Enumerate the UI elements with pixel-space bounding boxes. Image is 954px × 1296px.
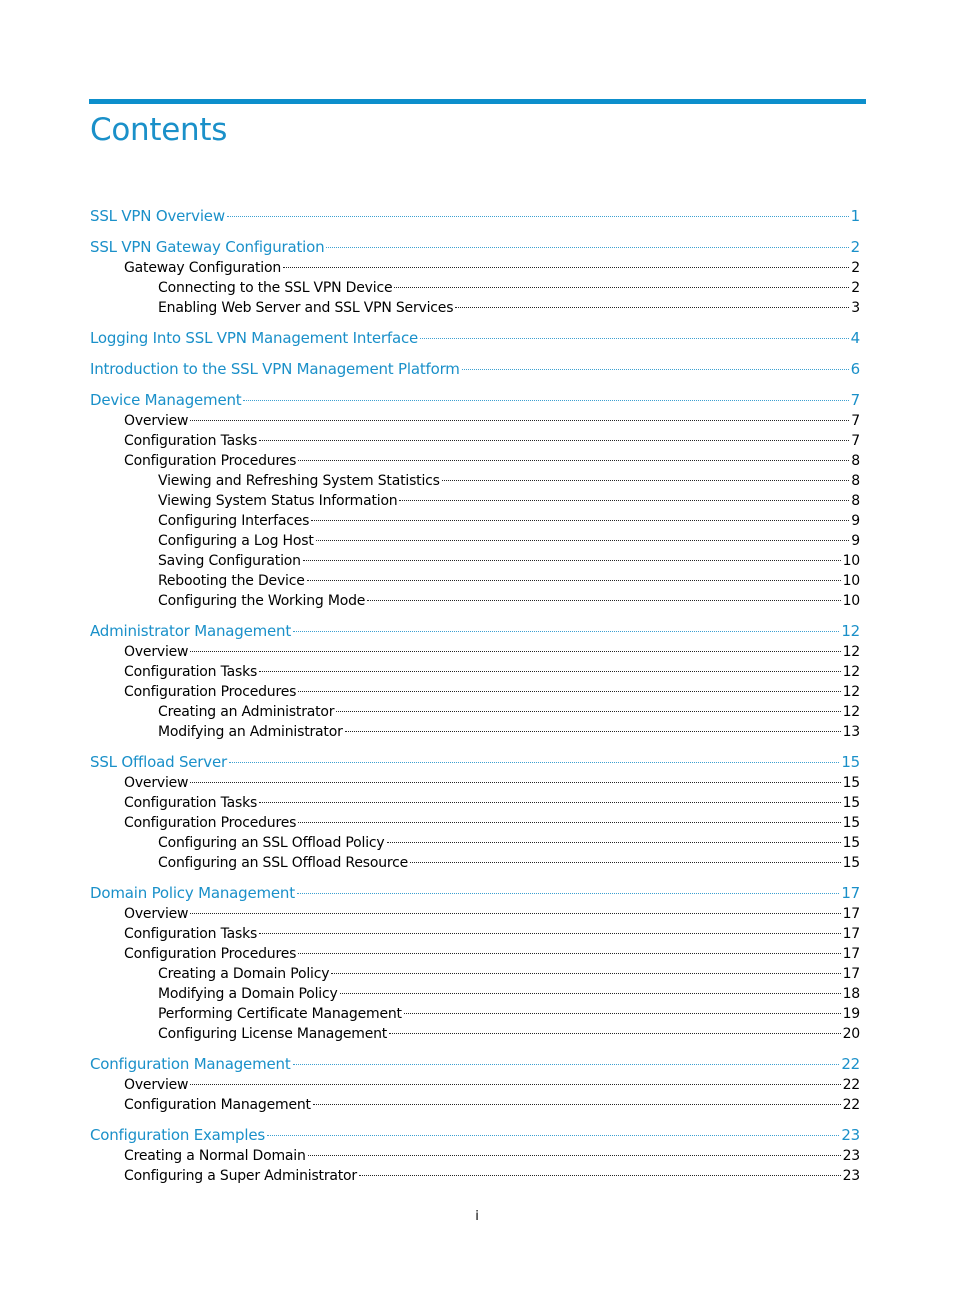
toc-entry-title[interactable]: Configuration Procedures — [124, 453, 297, 469]
toc-entry-title[interactable]: Configuring a Super Administrator — [124, 1168, 357, 1184]
toc-entry-page-number[interactable]: 22 — [842, 1077, 860, 1093]
dot-leader — [345, 731, 841, 732]
toc-entry-level-1[interactable] — [90, 752, 860, 773]
page-title: Contents — [90, 112, 228, 148]
dot-leader — [308, 1155, 841, 1156]
dot-leader — [259, 802, 840, 803]
dot-leader — [316, 540, 850, 541]
toc-entry-level-2[interactable] — [90, 682, 860, 702]
toc-entry-page-number[interactable]: 9 — [851, 533, 860, 549]
toc-entry-title[interactable]: Configuring Interfaces — [158, 513, 310, 529]
dot-leader — [462, 369, 849, 370]
toc-entry-level-2[interactable] — [90, 773, 860, 793]
toc-entry-page-number[interactable]: 17 — [842, 946, 860, 962]
toc-entry-level-2[interactable] — [90, 431, 860, 451]
toc-entry-page-number[interactable]: 17 — [841, 884, 860, 902]
toc-entry-title[interactable]: Modifying an Administrator — [158, 724, 343, 740]
dot-leader — [331, 973, 840, 974]
toc-entry-level-3[interactable] — [90, 511, 860, 531]
toc-entry-level-2[interactable] — [90, 924, 860, 944]
toc-entry-level-2[interactable] — [90, 1075, 860, 1095]
toc-entry-page-number[interactable]: 22 — [841, 1055, 860, 1073]
dot-leader — [326, 247, 848, 248]
toc-entry-page-number[interactable]: 6 — [850, 360, 860, 378]
toc-entry-level-2[interactable] — [90, 451, 860, 471]
toc-entry-page-number[interactable]: 15 — [842, 835, 860, 851]
dot-leader — [311, 520, 849, 521]
toc-entry-page-number[interactable]: 18 — [842, 986, 860, 1002]
toc-entry-page-number[interactable]: 7 — [851, 413, 860, 429]
toc-entry-level-1[interactable] — [90, 237, 860, 258]
toc-entry-page-number[interactable]: 17 — [842, 926, 860, 942]
dot-leader — [307, 580, 841, 581]
toc-entry-page-number[interactable]: 12 — [841, 622, 860, 640]
toc-entry-page-number[interactable]: 17 — [842, 906, 860, 922]
dot-leader — [243, 400, 848, 401]
toc-entry-level-1[interactable] — [90, 1054, 860, 1075]
toc-entry-title[interactable]: Viewing System Status Information — [158, 493, 398, 509]
toc-entry-page-number[interactable]: 23 — [841, 1126, 860, 1144]
dot-leader — [404, 1013, 841, 1014]
dot-leader — [190, 420, 849, 421]
toc-entry-title[interactable]: Overview — [124, 906, 189, 922]
dot-leader — [297, 893, 839, 894]
toc-entry-level-3[interactable] — [90, 298, 860, 318]
toc-entry-page-number[interactable]: 1 — [850, 207, 860, 225]
dot-leader — [455, 307, 849, 308]
toc-entry-page-number[interactable]: 10 — [842, 573, 860, 589]
toc-entry-page-number[interactable]: 15 — [842, 855, 860, 871]
toc-entry-level-3[interactable] — [90, 702, 860, 722]
toc-entry-page-number[interactable]: 23 — [842, 1148, 860, 1164]
toc-entry-title[interactable]: Overview — [124, 1077, 189, 1093]
dot-leader — [399, 500, 849, 501]
toc-entry-title[interactable]: Configuring an SSL Offload Resource — [158, 855, 409, 871]
dot-leader — [190, 1084, 840, 1085]
toc-entry-level-3[interactable] — [90, 833, 860, 853]
toc-entry-title[interactable]: Configuration Procedures — [124, 684, 297, 700]
dot-leader — [293, 1064, 840, 1065]
toc-entry-title[interactable]: Configuration Examples — [90, 1126, 265, 1144]
toc-entry-page-number[interactable]: 19 — [842, 1006, 860, 1022]
toc-entry-title[interactable]: Configuration Tasks — [124, 926, 258, 942]
toc-entry-title[interactable]: Configuring the Working Mode — [158, 593, 366, 609]
dot-leader — [227, 216, 849, 217]
toc-entry-level-2[interactable] — [90, 1166, 860, 1186]
toc-entry-title[interactable]: Configuration Management — [90, 1055, 291, 1073]
dot-leader — [298, 953, 840, 954]
dot-leader — [190, 651, 840, 652]
toc-entry-title[interactable]: Gateway Configuration — [124, 260, 282, 276]
toc-entry-level-1[interactable] — [90, 1125, 860, 1146]
toc-entry-title[interactable]: Configuring License Management — [158, 1026, 388, 1042]
toc-entry-title[interactable]: Saving Configuration — [158, 553, 301, 569]
toc-entry-level-2[interactable] — [90, 1146, 860, 1166]
dot-leader — [259, 933, 840, 934]
title-rule — [89, 99, 866, 104]
toc-entry-level-3[interactable] — [90, 853, 860, 873]
toc-entry-page-number[interactable]: 3 — [851, 300, 860, 316]
toc-entry-level-1[interactable] — [90, 390, 860, 411]
toc-entry-level-2[interactable] — [90, 813, 860, 833]
dot-leader — [229, 762, 839, 763]
dot-leader — [359, 1175, 841, 1176]
toc-entry-level-3[interactable] — [90, 591, 860, 611]
toc-entry-page-number[interactable]: 23 — [842, 1168, 860, 1184]
dot-leader — [389, 1033, 840, 1034]
dot-leader — [420, 338, 849, 339]
dot-leader — [387, 842, 841, 843]
dot-leader — [259, 440, 849, 441]
dot-leader — [303, 560, 841, 561]
toc-entry-page-number[interactable]: 15 — [842, 815, 860, 831]
toc-entry-title[interactable]: SSL Offload Server — [90, 753, 227, 771]
toc-entry-title[interactable]: SSL VPN Overview — [90, 207, 225, 225]
toc-entry-level-1[interactable] — [90, 621, 860, 642]
dot-leader — [394, 287, 849, 288]
toc-entry-title[interactable]: Configuration Tasks — [124, 664, 258, 680]
toc-entry-level-3[interactable] — [90, 278, 860, 298]
dot-leader — [313, 1104, 841, 1105]
dot-leader — [298, 822, 840, 823]
toc-entry-title[interactable]: Modifying a Domain Policy — [158, 986, 338, 1002]
toc-entry-title[interactable]: Configuration Management — [124, 1097, 311, 1113]
toc-entry-page-number[interactable]: 12 — [842, 644, 860, 660]
page-number-footer: i — [475, 1209, 479, 1224]
toc-entry-page-number[interactable]: 10 — [842, 593, 860, 609]
toc-entry-level-2[interactable] — [90, 944, 860, 964]
toc-entry-title[interactable]: Configuration Tasks — [124, 433, 258, 449]
toc-entry-page-number[interactable]: 8 — [851, 453, 860, 469]
dot-leader — [267, 1135, 839, 1136]
toc-entry-level-1[interactable] — [90, 359, 860, 380]
toc-entry-page-number[interactable]: 8 — [851, 493, 860, 509]
toc-entry-title[interactable]: Performing Certificate Management — [158, 1006, 402, 1022]
toc-entry-level-2[interactable] — [90, 1095, 860, 1115]
toc-entry-title[interactable]: Logging Into SSL VPN Management Interface — [90, 329, 419, 347]
toc-entry-level-2[interactable] — [90, 793, 860, 813]
toc-entry-title[interactable]: Creating a Domain Policy — [158, 966, 330, 982]
toc-entry-title[interactable]: Configuring an SSL Offload Policy — [158, 835, 385, 851]
toc-entry-level-2[interactable] — [90, 642, 860, 662]
toc-entry-page-number[interactable]: 12 — [842, 664, 860, 680]
dot-leader — [283, 267, 849, 268]
toc-entry-level-1[interactable] — [90, 883, 860, 904]
toc-entry-title[interactable]: Creating an Administrator — [158, 704, 335, 720]
toc-entry-page-number[interactable]: 9 — [851, 513, 860, 529]
toc-entry-page-number[interactable]: 15 — [841, 753, 860, 771]
toc-entry-title[interactable]: Device Management — [90, 391, 242, 409]
dot-leader — [298, 691, 840, 692]
toc-entry-title[interactable]: Overview — [124, 775, 189, 791]
toc-entry-level-3[interactable] — [90, 471, 860, 491]
toc-entry-title[interactable]: Configuring a Log Host — [158, 533, 314, 549]
toc-entry-level-3[interactable] — [90, 1024, 860, 1044]
toc-entry-level-3[interactable] — [90, 551, 860, 571]
dot-leader — [298, 460, 849, 461]
toc-entry-level-2[interactable] — [90, 662, 860, 682]
toc-entry-title[interactable]: Creating a Normal Domain — [124, 1148, 306, 1164]
toc-entry-page-number[interactable]: 8 — [851, 473, 860, 489]
toc-entry-page-number[interactable]: 12 — [842, 684, 860, 700]
toc-entry-level-3[interactable] — [90, 964, 860, 984]
dot-leader — [336, 711, 840, 712]
toc-entry-page-number[interactable]: 12 — [842, 704, 860, 720]
toc-entry-title[interactable]: Overview — [124, 644, 189, 660]
toc-entry-level-3[interactable] — [90, 531, 860, 551]
toc-entry-title[interactable]: Rebooting the Device — [158, 573, 305, 589]
toc-entry-level-3[interactable] — [90, 571, 860, 591]
toc-entry-level-2[interactable] — [90, 411, 860, 431]
toc-entry-page-number[interactable]: 15 — [842, 775, 860, 791]
toc-entry-title[interactable]: Enabling Web Server and SSL VPN Services — [158, 300, 454, 316]
dot-leader — [190, 782, 840, 783]
toc-entry-level-1[interactable] — [90, 206, 860, 227]
toc-entry-title[interactable]: Configuration Procedures — [124, 815, 297, 831]
toc-entry-page-number[interactable]: 7 — [851, 433, 860, 449]
toc-entry-page-number[interactable]: 2 — [850, 238, 860, 256]
toc-entry-title[interactable]: Configuration Procedures — [124, 946, 297, 962]
toc-entry-page-number[interactable]: 4 — [850, 329, 860, 347]
toc-entry-page-number[interactable]: 7 — [850, 391, 860, 409]
toc-entry-level-2[interactable] — [90, 258, 860, 278]
toc-entry-page-number[interactable]: 2 — [851, 280, 860, 296]
dot-leader — [367, 600, 840, 601]
toc-entry-page-number[interactable]: 2 — [851, 260, 860, 276]
dot-leader — [190, 913, 840, 914]
toc-entry-title[interactable]: Viewing and Refreshing System Statistics — [158, 473, 440, 489]
dot-leader — [410, 862, 841, 863]
toc-entry-title[interactable]: Connecting to the SSL VPN Device — [158, 280, 393, 296]
toc-entry-page-number[interactable]: 22 — [842, 1097, 860, 1113]
dot-leader — [259, 671, 840, 672]
dot-leader — [340, 993, 841, 994]
toc-entry-page-number[interactable]: 10 — [842, 553, 860, 569]
toc-entry-page-number[interactable]: 17 — [842, 966, 860, 982]
toc-entry-title[interactable]: Domain Policy Management — [90, 884, 295, 902]
toc-entry-title[interactable]: Overview — [124, 413, 189, 429]
toc-entry-level-3[interactable] — [90, 722, 860, 742]
toc-entry-level-3[interactable] — [90, 491, 860, 511]
toc-entry-level-3[interactable] — [90, 984, 860, 1004]
toc-entry-page-number[interactable]: 13 — [842, 724, 860, 740]
toc-entry-page-number[interactable]: 15 — [842, 795, 860, 811]
dot-leader — [293, 631, 839, 632]
toc-entry-level-3[interactable] — [90, 1004, 860, 1024]
table-of-contents — [90, 206, 860, 1186]
toc-entry-page-number[interactable]: 20 — [842, 1026, 860, 1042]
toc-entry-level-2[interactable] — [90, 904, 860, 924]
toc-entry-title[interactable]: Configuration Tasks — [124, 795, 258, 811]
toc-entry-title[interactable]: SSL VPN Gateway Configuration — [90, 238, 325, 256]
toc-entry-title[interactable]: Introduction to the SSL VPN Management Platform — [90, 360, 460, 378]
toc-entry-title[interactable]: Administrator Management — [90, 622, 292, 640]
toc-entry-level-1[interactable] — [90, 328, 860, 349]
dot-leader — [442, 480, 850, 481]
